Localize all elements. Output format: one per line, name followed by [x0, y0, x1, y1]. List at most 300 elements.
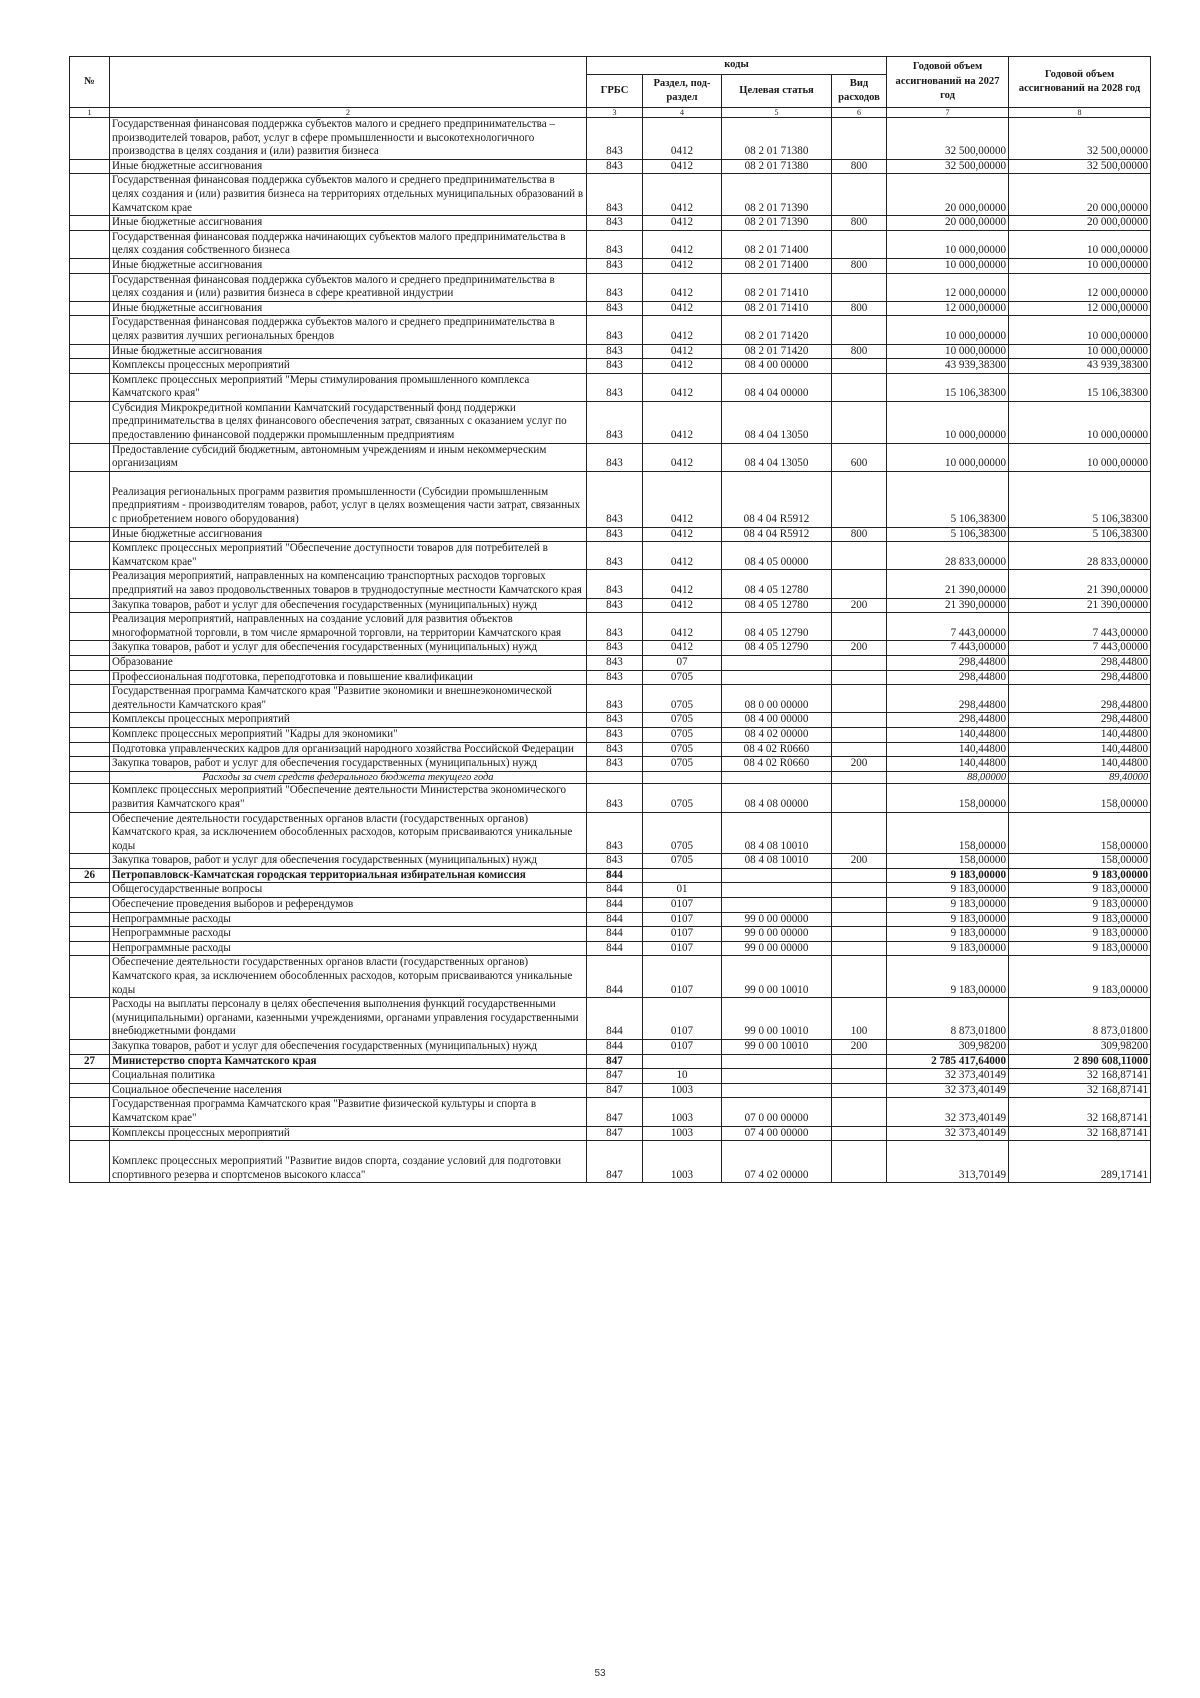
grbs-code-cell: 847 — [587, 1054, 643, 1069]
section-code-cell: 0107 — [643, 1040, 722, 1055]
column-number: 4 — [643, 108, 722, 118]
expense-kind-cell — [832, 941, 887, 956]
section-code-cell: 0412 — [643, 174, 722, 216]
grbs-code-cell: 843 — [587, 784, 643, 812]
amount-2028-cell: 10 000,00000 — [1009, 230, 1151, 258]
expense-name-cell: Иные бюджетные ассигнования — [110, 527, 587, 542]
expense-kind-cell — [832, 1083, 887, 1098]
grbs-code-cell: 843 — [587, 854, 643, 869]
expense-name-cell: Закупка товаров, работ и услуг для обеспечения государственных (муниципальных) нужд — [110, 641, 587, 656]
amount-2027-cell: 32 500,00000 — [887, 118, 1009, 160]
amount-2027-cell: 7 443,00000 — [887, 641, 1009, 656]
row-number-cell — [70, 685, 110, 713]
header-section: Раздел, под-раздел — [643, 75, 722, 108]
budget-table — [69, 56, 1151, 1183]
amount-2028-cell: 158,00000 — [1009, 854, 1151, 869]
table-row — [70, 670, 1151, 685]
expense-kind-cell: 200 — [832, 598, 887, 613]
table-row — [70, 784, 1151, 812]
section-code-cell — [643, 771, 722, 784]
row-number-cell — [70, 598, 110, 613]
header-expense-kind: Вид расходов — [832, 75, 887, 108]
row-number-cell — [70, 174, 110, 216]
column-number: 8 — [1009, 108, 1151, 118]
grbs-code-cell: 843 — [587, 670, 643, 685]
header-2027: Годовой объем ассигнований на 2027 год — [887, 57, 1009, 108]
section-code-cell: 0107 — [643, 898, 722, 913]
amount-2028-cell: 15 106,38300 — [1009, 373, 1151, 401]
expense-name-cell: Образование — [110, 655, 587, 670]
grbs-code-cell: 843 — [587, 273, 643, 301]
expense-name-cell: Государственная программа Камчатского края "Развитие экономики и внешнеэкономической деятельности Камчатского края" — [110, 685, 587, 713]
amount-2027-cell: 10 000,00000 — [887, 344, 1009, 359]
expense-kind-cell — [832, 373, 887, 401]
amount-2028-cell: 9 183,00000 — [1009, 956, 1151, 998]
expense-name-cell: Государственная финансовая поддержка субъектов малого и среднего предпринимательства – производителей товаров, работ, услуг в сфере промышленности и высокотехнологичного производства в целях создания и (или) развития бизнеса — [110, 118, 587, 160]
amount-2028-cell: 20 000,00000 — [1009, 174, 1151, 216]
target-article-cell — [722, 771, 832, 784]
target-article-cell — [722, 1083, 832, 1098]
target-article-cell: 99 0 00 00000 — [722, 912, 832, 927]
row-number-cell — [70, 1069, 110, 1084]
expense-name-cell: Закупка товаров, работ и услуг для обеспечения государственных (муниципальных) нужд — [110, 757, 587, 772]
table-row — [70, 159, 1151, 174]
grbs-code-cell: 844 — [587, 941, 643, 956]
table-row — [70, 1054, 1151, 1069]
amount-2027-cell: 32 500,00000 — [887, 159, 1009, 174]
grbs-code-cell: 843 — [587, 527, 643, 542]
expense-kind-cell — [832, 883, 887, 898]
expense-name-cell: Обеспечение деятельности государственных органов власти (государственных органов) Камчатского края, за исключением обособленных расходов, которым присваиваются уникальные коды — [110, 812, 587, 854]
row-number-cell — [70, 1126, 110, 1141]
expense-kind-cell — [832, 1098, 887, 1126]
expense-kind-cell — [832, 471, 887, 527]
section-code-cell: 0705 — [643, 713, 722, 728]
target-article-cell: 99 0 00 10010 — [722, 956, 832, 998]
table-row — [70, 258, 1151, 273]
expense-kind-cell — [832, 359, 887, 374]
table-row — [70, 771, 1151, 784]
amount-2028-cell: 298,44800 — [1009, 713, 1151, 728]
row-number-cell — [70, 670, 110, 685]
grbs-code-cell: 843 — [587, 174, 643, 216]
section-code-cell — [643, 1054, 722, 1069]
expense-name-cell: Закупка товаров, работ и услуг для обеспечения государственных (муниципальных) нужд — [110, 854, 587, 869]
table-row — [70, 854, 1151, 869]
row-number-cell — [70, 159, 110, 174]
target-article-cell: 08 0 00 00000 — [722, 685, 832, 713]
section-code-cell: 0705 — [643, 784, 722, 812]
table-row — [70, 273, 1151, 301]
target-article-cell — [722, 1054, 832, 1069]
expense-kind-cell — [832, 927, 887, 942]
amount-2027-cell: 12 000,00000 — [887, 301, 1009, 316]
amount-2027-cell: 32 373,40149 — [887, 1083, 1009, 1098]
expense-name-cell: Общегосударственные вопросы — [110, 883, 587, 898]
grbs-code-cell: 847 — [587, 1069, 643, 1084]
amount-2027-cell: 10 000,00000 — [887, 258, 1009, 273]
amount-2027-cell: 158,00000 — [887, 784, 1009, 812]
grbs-code-cell — [587, 771, 643, 784]
row-number-cell — [70, 258, 110, 273]
section-code-cell: 1003 — [643, 1083, 722, 1098]
row-number-cell — [70, 216, 110, 231]
amount-2028-cell: 9 183,00000 — [1009, 927, 1151, 942]
expense-name-cell: Государственная финансовая поддержка субъектов малого и среднего предпринимательства в целях создания и (или) развития бизнеса на территориях отдельных муниципальных образований в Камчатском крае — [110, 174, 587, 216]
target-article-cell: 08 4 08 10010 — [722, 854, 832, 869]
amount-2028-cell: 2 890 608,11000 — [1009, 1054, 1151, 1069]
target-article-cell: 08 4 04 R5912 — [722, 527, 832, 542]
row-number-cell — [70, 641, 110, 656]
row-number-cell — [70, 301, 110, 316]
column-number: 7 — [887, 108, 1009, 118]
table-row — [70, 998, 1151, 1040]
section-code-cell: 0412 — [643, 471, 722, 527]
expense-name-cell: Иные бюджетные ассигнования — [110, 258, 587, 273]
section-code-cell: 0412 — [643, 316, 722, 344]
row-number-cell — [70, 1083, 110, 1098]
expense-kind-cell: 200 — [832, 641, 887, 656]
row-number-cell — [70, 912, 110, 927]
amount-2028-cell: 8 873,01800 — [1009, 998, 1151, 1040]
expense-kind-cell — [832, 784, 887, 812]
target-article-cell: 07 0 00 00000 — [722, 1098, 832, 1126]
target-article-cell: 07 4 02 00000 — [722, 1141, 832, 1183]
target-article-cell: 08 4 05 12780 — [722, 598, 832, 613]
amount-2027-cell: 21 390,00000 — [887, 570, 1009, 598]
table-row — [70, 912, 1151, 927]
amount-2027-cell: 140,44800 — [887, 757, 1009, 772]
row-number-cell — [70, 401, 110, 443]
expense-kind-cell — [832, 912, 887, 927]
amount-2027-cell: 15 106,38300 — [887, 373, 1009, 401]
grbs-code-cell: 843 — [587, 613, 643, 641]
target-article-cell — [722, 1069, 832, 1084]
expense-kind-cell: 800 — [832, 159, 887, 174]
section-code-cell: 0107 — [643, 941, 722, 956]
amount-2027-cell: 298,44800 — [887, 713, 1009, 728]
amount-2027-cell: 9 183,00000 — [887, 941, 1009, 956]
target-article-cell — [722, 898, 832, 913]
table-row — [70, 956, 1151, 998]
target-article-cell: 08 4 04 R5912 — [722, 471, 832, 527]
expense-name-cell: Реализация мероприятий, направленных на компенсацию транспортных расходов торговых предприятий на завоз продовольственных товаров в труднодоступные местности Камчатского края — [110, 570, 587, 598]
amount-2027-cell: 10 000,00000 — [887, 316, 1009, 344]
grbs-code-cell: 843 — [587, 570, 643, 598]
table-row — [70, 174, 1151, 216]
amount-2028-cell: 289,17141 — [1009, 1141, 1151, 1183]
amount-2028-cell: 158,00000 — [1009, 784, 1151, 812]
row-number-cell — [70, 727, 110, 742]
target-article-cell: 08 2 01 71380 — [722, 159, 832, 174]
grbs-code-cell: 843 — [587, 757, 643, 772]
grbs-code-cell: 843 — [587, 471, 643, 527]
grbs-code-cell: 847 — [587, 1098, 643, 1126]
amount-2027-cell: 10 000,00000 — [887, 401, 1009, 443]
table-row — [70, 118, 1151, 160]
row-number-cell — [70, 713, 110, 728]
expense-kind-cell: 800 — [832, 527, 887, 542]
row-number-cell — [70, 998, 110, 1040]
grbs-code-cell: 843 — [587, 598, 643, 613]
expense-kind-cell — [832, 1054, 887, 1069]
column-number: 1 — [70, 108, 110, 118]
expense-name-cell: Закупка товаров, работ и услуг для обеспечения государственных (муниципальных) нужд — [110, 1040, 587, 1055]
table-row — [70, 301, 1151, 316]
grbs-code-cell: 843 — [587, 401, 643, 443]
row-number-cell — [70, 854, 110, 869]
grbs-code-cell: 843 — [587, 359, 643, 374]
table-row — [70, 344, 1151, 359]
section-code-cell: 0107 — [643, 998, 722, 1040]
budget-table-sheet — [69, 56, 1150, 1183]
row-number-cell — [70, 373, 110, 401]
amount-2027-cell: 140,44800 — [887, 727, 1009, 742]
section-code-cell: 0412 — [643, 401, 722, 443]
amount-2028-cell: 20 000,00000 — [1009, 216, 1151, 231]
amount-2027-cell: 158,00000 — [887, 854, 1009, 869]
table-row — [70, 613, 1151, 641]
grbs-code-cell: 843 — [587, 727, 643, 742]
section-code-cell: 0412 — [643, 613, 722, 641]
expense-kind-cell — [832, 570, 887, 598]
target-article-cell: 08 4 02 R0660 — [722, 742, 832, 757]
grbs-code-cell: 843 — [587, 655, 643, 670]
expense-name-cell: Иные бюджетные ассигнования — [110, 344, 587, 359]
table-row — [70, 941, 1151, 956]
row-number-cell — [70, 812, 110, 854]
grbs-code-cell: 843 — [587, 641, 643, 656]
grbs-code-cell: 843 — [587, 685, 643, 713]
expense-name-cell: Иные бюджетные ассигнования — [110, 216, 587, 231]
expense-name-cell: Иные бюджетные ассигнования — [110, 301, 587, 316]
expense-kind-cell — [832, 174, 887, 216]
amount-2028-cell: 7 443,00000 — [1009, 641, 1151, 656]
section-code-cell: 0705 — [643, 812, 722, 854]
target-article-cell: 08 4 08 10010 — [722, 812, 832, 854]
amount-2027-cell: 8 873,01800 — [887, 998, 1009, 1040]
amount-2028-cell: 9 183,00000 — [1009, 912, 1151, 927]
row-number-cell — [70, 742, 110, 757]
expense-kind-cell — [832, 401, 887, 443]
table-body — [70, 118, 1151, 1183]
target-article-cell: 08 2 01 71420 — [722, 344, 832, 359]
expense-kind-cell — [832, 1141, 887, 1183]
target-article-cell: 08 2 01 71410 — [722, 301, 832, 316]
grbs-code-cell: 843 — [587, 344, 643, 359]
column-number-row — [70, 108, 1151, 118]
amount-2027-cell: 9 183,00000 — [887, 912, 1009, 927]
target-article-cell: 08 4 04 13050 — [722, 401, 832, 443]
amount-2027-cell: 32 373,40149 — [887, 1126, 1009, 1141]
target-article-cell — [722, 883, 832, 898]
amount-2027-cell: 32 373,40149 — [887, 1069, 1009, 1084]
table-row — [70, 401, 1151, 443]
target-article-cell: 08 4 08 00000 — [722, 784, 832, 812]
table-row — [70, 570, 1151, 598]
table-row — [70, 883, 1151, 898]
row-number-cell — [70, 344, 110, 359]
row-number-cell — [70, 613, 110, 641]
expense-name-cell: Закупка товаров, работ и услуг для обеспечения государственных (муниципальных) нужд — [110, 598, 587, 613]
target-article-cell: 99 0 00 10010 — [722, 998, 832, 1040]
amount-2028-cell: 140,44800 — [1009, 757, 1151, 772]
expense-name-cell: Реализация региональных программ развития промышленности (Субсидии промышленным предприятиям - производителям товаров, работ, услуг в целях возмещения части затрат, связанных с приобретением нового оборудования) — [110, 471, 587, 527]
column-number: 6 — [832, 108, 887, 118]
amount-2028-cell: 9 183,00000 — [1009, 868, 1151, 883]
row-number-cell — [70, 883, 110, 898]
expense-name-cell: Комплекс процессных мероприятий "Обеспечение доступности товаров для потребителей в Камчатском крае" — [110, 542, 587, 570]
row-number-cell — [70, 655, 110, 670]
expense-kind-cell: 200 — [832, 1040, 887, 1055]
target-article-cell: 08 2 01 71380 — [722, 118, 832, 160]
target-article-cell: 08 2 01 71400 — [722, 258, 832, 273]
amount-2028-cell: 12 000,00000 — [1009, 273, 1151, 301]
expense-kind-cell — [832, 230, 887, 258]
table-row — [70, 542, 1151, 570]
header-grbs: ГРБС — [587, 75, 643, 108]
target-article-cell: 08 4 04 00000 — [722, 373, 832, 401]
section-code-cell: 0412 — [643, 527, 722, 542]
row-number-cell — [70, 273, 110, 301]
table-row — [70, 527, 1151, 542]
section-code-cell: 1003 — [643, 1098, 722, 1126]
section-code-cell: 0412 — [643, 641, 722, 656]
grbs-code-cell: 847 — [587, 1126, 643, 1141]
expense-name-cell: Комплекс процессных мероприятий "Меры стимулирования промышленного комплекса Камчатского края" — [110, 373, 587, 401]
target-article-cell: 08 4 04 13050 — [722, 443, 832, 471]
amount-2027-cell: 5 106,38300 — [887, 527, 1009, 542]
row-number-cell — [70, 542, 110, 570]
section-code-cell: 1003 — [643, 1141, 722, 1183]
expense-kind-cell: 200 — [832, 757, 887, 772]
section-code-cell: 0705 — [643, 685, 722, 713]
target-article-cell: 08 4 02 00000 — [722, 727, 832, 742]
expense-name-cell: Комплекс процессных мероприятий "Развитие видов спорта, создание условий для подготовки спортивного резерва и спортсменов высокого класса" — [110, 1141, 587, 1183]
table-row — [70, 655, 1151, 670]
amount-2028-cell: 32 168,87141 — [1009, 1126, 1151, 1141]
amount-2028-cell: 5 106,38300 — [1009, 471, 1151, 527]
expense-name-cell: Предоставление субсидий бюджетным, автономным учреждениям и иным некоммерческим организациям — [110, 443, 587, 471]
section-code-cell: 0107 — [643, 956, 722, 998]
expense-kind-cell — [832, 655, 887, 670]
amount-2028-cell: 32 168,87141 — [1009, 1098, 1151, 1126]
amount-2027-cell: 158,00000 — [887, 812, 1009, 854]
section-code-cell: 0412 — [643, 542, 722, 570]
column-number: 5 — [722, 108, 832, 118]
row-number-cell — [70, 771, 110, 784]
expense-kind-cell — [832, 1069, 887, 1084]
table-row — [70, 1098, 1151, 1126]
expense-name-cell: Расходы на выплаты персоналу в целях обеспечения выполнения функций государственными (муниципальными) органами, казенными учреждениями, органами управления государственными внебюджетными фондами — [110, 998, 587, 1040]
amount-2028-cell: 9 183,00000 — [1009, 883, 1151, 898]
row-number-cell — [70, 927, 110, 942]
row-number-cell: 27 — [70, 1054, 110, 1069]
row-number-cell — [70, 443, 110, 471]
target-article-cell: 99 0 00 10010 — [722, 1040, 832, 1055]
grbs-code-cell: 843 — [587, 443, 643, 471]
amount-2027-cell: 298,44800 — [887, 670, 1009, 685]
table-row — [70, 1141, 1151, 1183]
expense-name-cell: Подготовка управленческих кадров для организаций народного хозяйства Российской Федерации — [110, 742, 587, 757]
header-2028: Годовой объем ассигнований на 2028 год — [1009, 57, 1151, 108]
table-row — [70, 443, 1151, 471]
amount-2027-cell: 12 000,00000 — [887, 273, 1009, 301]
row-number-cell — [70, 941, 110, 956]
table-row — [70, 373, 1151, 401]
section-code-cell: 0412 — [643, 373, 722, 401]
section-code-cell: 0412 — [643, 359, 722, 374]
expense-name-cell: Непрограммные расходы — [110, 927, 587, 942]
table-row — [70, 898, 1151, 913]
expense-kind-cell: 800 — [832, 258, 887, 273]
expense-kind-cell — [832, 118, 887, 160]
expense-name-cell: Государственная программа Камчатского края "Развитие физической культуры и спорта в Камчатском крае" — [110, 1098, 587, 1126]
amount-2028-cell: 9 183,00000 — [1009, 898, 1151, 913]
section-code-cell: 0412 — [643, 598, 722, 613]
expense-name-cell: Государственная финансовая поддержка субъектов малого и среднего предпринимательства в целях развития лучших региональных брендов — [110, 316, 587, 344]
table-row — [70, 868, 1151, 883]
expense-name-cell: Иные бюджетные ассигнования — [110, 159, 587, 174]
expense-kind-cell — [832, 613, 887, 641]
section-code-cell: 0412 — [643, 344, 722, 359]
grbs-code-cell: 844 — [587, 898, 643, 913]
expense-name-cell: Государственная финансовая поддержка субъектов малого и среднего предпринимательства в целях создания и (или) развития бизнеса в сфере креативной индустрии — [110, 273, 587, 301]
amount-2028-cell: 309,98200 — [1009, 1040, 1151, 1055]
target-article-cell: 08 2 01 71420 — [722, 316, 832, 344]
section-code-cell: 10 — [643, 1069, 722, 1084]
expense-name-cell: Непрограммные расходы — [110, 941, 587, 956]
expense-name-cell: Обеспечение проведения выборов и референдумов — [110, 898, 587, 913]
grbs-code-cell: 843 — [587, 230, 643, 258]
table-row — [70, 742, 1151, 757]
amount-2028-cell: 28 833,00000 — [1009, 542, 1151, 570]
amount-2027-cell: 5 106,38300 — [887, 471, 1009, 527]
grbs-code-cell: 844 — [587, 1040, 643, 1055]
amount-2028-cell: 298,44800 — [1009, 655, 1151, 670]
row-number-cell — [70, 118, 110, 160]
amount-2027-cell: 43 939,38300 — [887, 359, 1009, 374]
amount-2027-cell: 20 000,00000 — [887, 174, 1009, 216]
target-article-cell: 08 4 05 12780 — [722, 570, 832, 598]
grbs-code-cell: 843 — [587, 742, 643, 757]
amount-2028-cell: 298,44800 — [1009, 685, 1151, 713]
table-row — [70, 641, 1151, 656]
amount-2028-cell: 7 443,00000 — [1009, 613, 1151, 641]
expense-kind-cell — [832, 771, 887, 784]
expense-name-cell: Расходы за счет средств федерального бюджета текущего года — [110, 771, 587, 784]
amount-2027-cell: 9 183,00000 — [887, 883, 1009, 898]
expense-name-cell: Комплекс процессных мероприятий "Кадры для экономики" — [110, 727, 587, 742]
table-row — [70, 757, 1151, 772]
target-article-cell — [722, 868, 832, 883]
amount-2027-cell: 20 000,00000 — [887, 216, 1009, 231]
row-number-cell — [70, 527, 110, 542]
header-number: № — [70, 57, 110, 108]
expense-name-cell: Петропавловск-Камчатская городская территориальная избирательная комиссия — [110, 868, 587, 883]
expense-name-cell: Министерство спорта Камчатского края — [110, 1054, 587, 1069]
expense-kind-cell — [832, 670, 887, 685]
expense-kind-cell — [832, 1126, 887, 1141]
target-article-cell — [722, 670, 832, 685]
expense-kind-cell — [832, 742, 887, 757]
header-name — [110, 57, 587, 108]
target-article-cell — [722, 655, 832, 670]
section-code-cell: 0412 — [643, 216, 722, 231]
amount-2027-cell: 9 183,00000 — [887, 927, 1009, 942]
target-article-cell: 99 0 00 00000 — [722, 941, 832, 956]
amount-2028-cell: 9 183,00000 — [1009, 941, 1151, 956]
